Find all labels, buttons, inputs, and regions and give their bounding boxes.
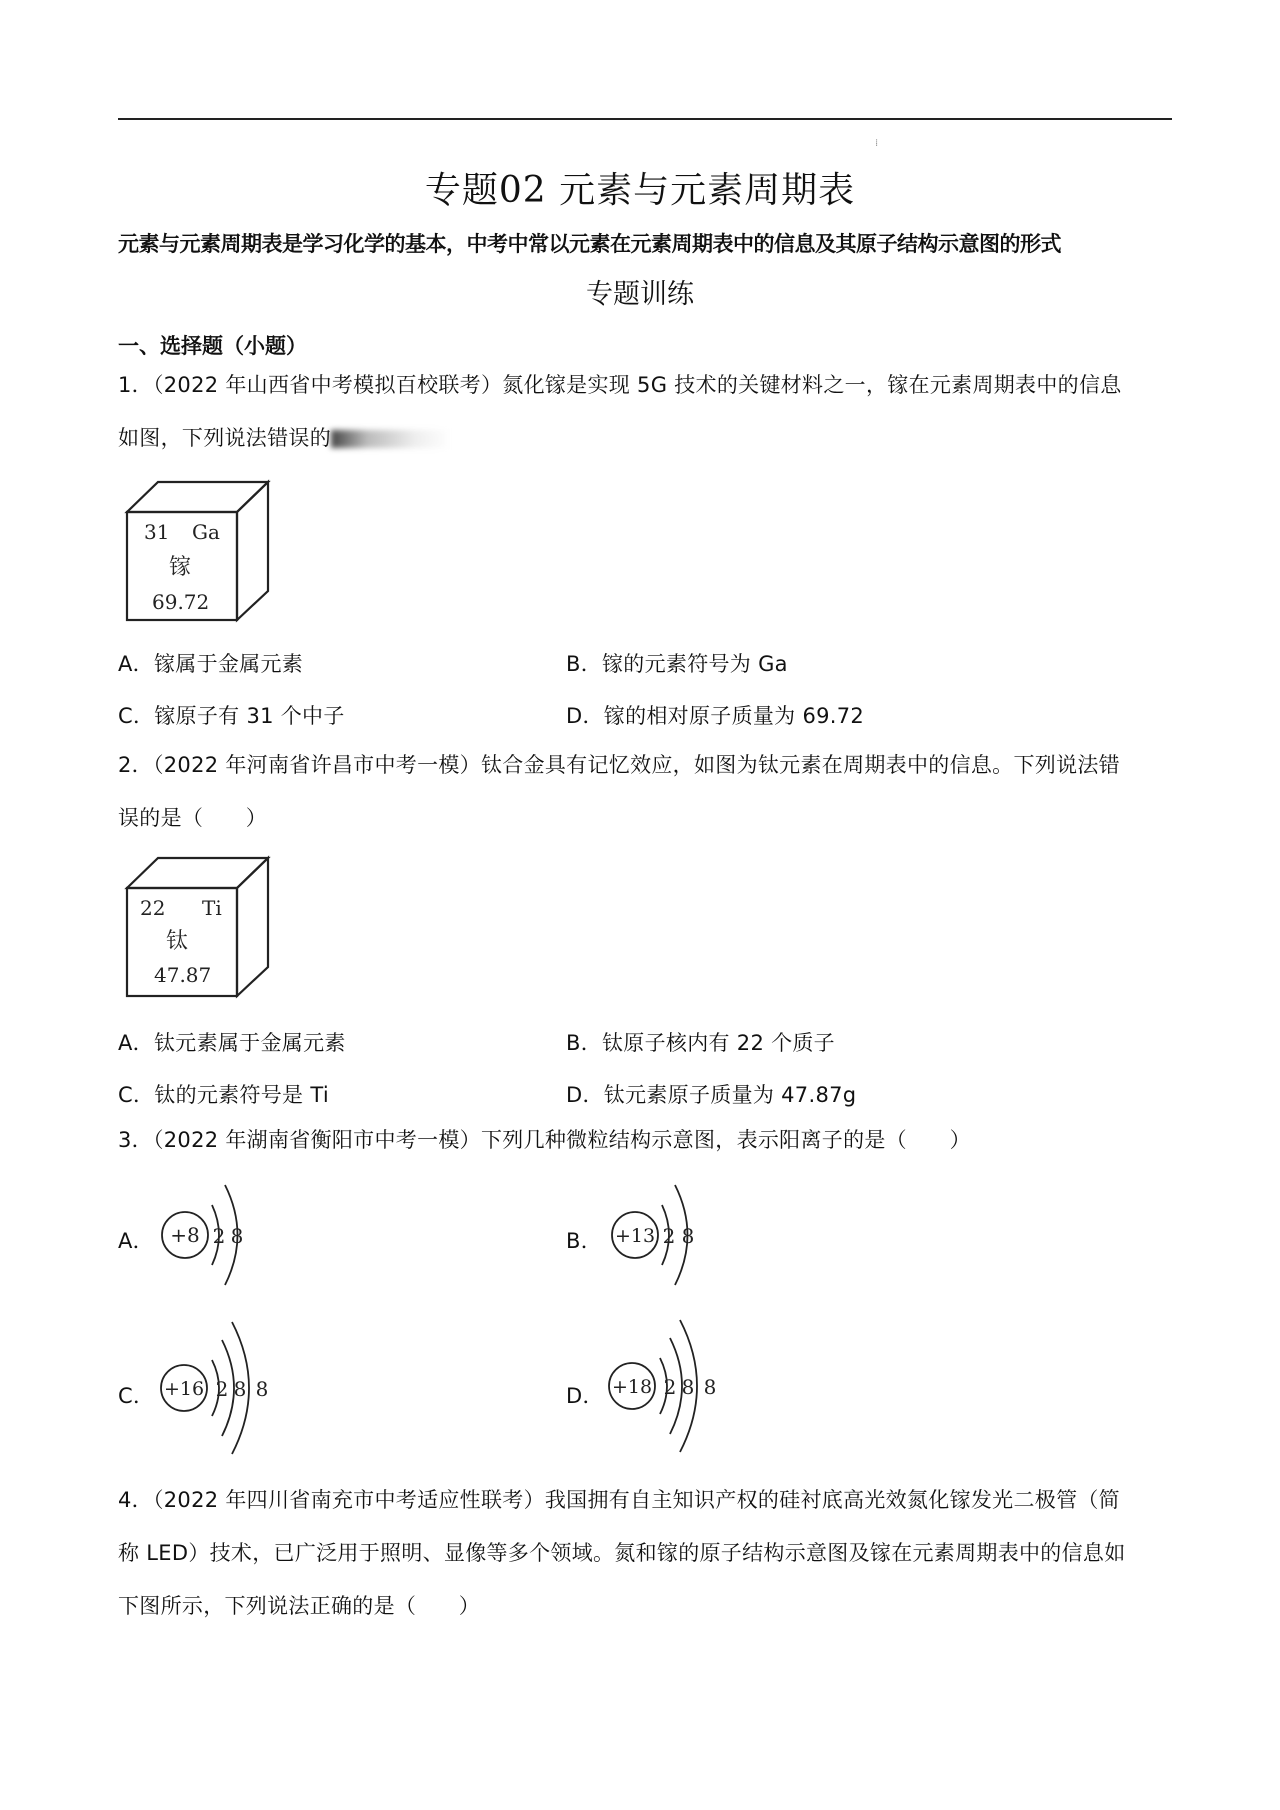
question-4-line-3: 下图所示，下列说法正确的是（ ） — [118, 1594, 481, 1618]
cube-side-face — [237, 858, 268, 996]
shell-1-electrons: 2 — [662, 1224, 676, 1248]
q1-option-a: A．镓属于金属元素 — [118, 652, 304, 676]
element-mass: 69.72 — [152, 590, 210, 614]
q1-option-c: C．镓原子有 31 个中子 — [118, 704, 345, 728]
question-3-line-1: 3．（2022 年湖南省衡阳市中考一模）下列几种微粒结构示意图，表示阳离子的是（ ） — [118, 1128, 971, 1152]
element-cube-ti — [124, 854, 274, 999]
shell-2-electrons: 8 — [230, 1224, 244, 1248]
atom-diagram-c — [156, 1318, 286, 1458]
element-name: 钛 — [166, 929, 189, 954]
q3-option-b-label: B． — [566, 1229, 603, 1253]
nucleus-charge: +13 — [614, 1225, 656, 1247]
shell-2-electrons: 8 — [233, 1377, 247, 1401]
q2-option-a: A．钛元素属于金属元素 — [118, 1031, 346, 1055]
intro-text: 元素与元素周期表是学习化学的基本，中考中常以元素在元素周期表中的信息及其原子结构示意图的形式 — [118, 231, 1061, 256]
element-mass: 47.87 — [154, 963, 212, 987]
atom-diagram-d — [604, 1316, 734, 1456]
question-1 — [118, 359, 1178, 465]
shell-2-electrons: 8 — [681, 1375, 695, 1399]
question-4-line-1: 4．（2022 年四川省南充市中考适应性联考）我国拥有自主知识产权的硅衬底高光效氮化镓发光二极管（简 — [118, 1488, 1120, 1512]
q2-option-b: B．钛原子核内有 22 个质子 — [566, 1031, 835, 1055]
question-2-line-1: 2．（2022 年河南省许昌市中考一模）钛合金具有记忆效应，如图为钛元素在周期表中的信息。下列说法错 — [118, 753, 1120, 777]
question-4 — [118, 1474, 1178, 1633]
margin-mark: ⁞ — [875, 138, 879, 149]
question-3 — [118, 1114, 1178, 1167]
shell-3-electrons: 8 — [703, 1375, 717, 1399]
q3-option-a-label: A． — [118, 1229, 154, 1253]
section-heading: 一、选择题（小题） — [118, 334, 307, 358]
question-1-line-1: 1．（2022 年山西省中考模拟百校联考）氮化镓是实现 5G 技术的关键材料之一，镓在元素周期表中的信息 — [118, 373, 1122, 397]
element-number: 22 — [140, 896, 166, 920]
shell-1-electrons: 2 — [663, 1375, 677, 1399]
q2-option-c: C．钛的元素符号是 Ti — [118, 1083, 329, 1107]
question-1-line-2 — [118, 412, 1178, 465]
shell-1-electrons: 2 — [212, 1224, 226, 1248]
nucleus-charge: +16 — [163, 1378, 205, 1400]
shell-2-electrons: 8 — [681, 1224, 695, 1248]
page-title: 专题02 元素与元素周期表 — [424, 170, 856, 211]
atom-diagram-a — [160, 1180, 270, 1290]
cube-top-face — [127, 858, 268, 888]
header-rule — [118, 118, 1172, 120]
question-4-line-2: 称 LED）技术，已广泛用于照明、显像等多个领域。氮和镓的原子结构示意图及镓在元素周期表中的信息如 — [118, 1541, 1126, 1565]
element-symbol: Ti — [202, 896, 222, 920]
q3-option-d-label: D． — [566, 1384, 604, 1408]
nucleus-charge: +8 — [170, 1223, 200, 1247]
shell-1-electrons: 2 — [215, 1377, 229, 1401]
question-1-line-2-text: 如图，下列说法错误的 — [118, 426, 331, 450]
nucleus-charge: +18 — [611, 1376, 653, 1398]
element-symbol: Ga — [192, 520, 220, 544]
q2-option-d: D．钛元素原子质量为 47.87g — [566, 1083, 857, 1107]
shell-3-electrons: 8 — [255, 1377, 269, 1401]
element-cube-ga — [124, 478, 274, 623]
atom-diagram-b — [608, 1180, 718, 1290]
question-2 — [118, 739, 1178, 845]
q3-option-c-label: C． — [118, 1384, 155, 1408]
page-subtitle: 专题训练 — [586, 279, 694, 310]
element-number: 31 — [144, 520, 170, 544]
question-2-line-2: 误的是（ ） — [118, 806, 268, 830]
element-name: 镓 — [169, 555, 192, 580]
cube-top-face — [127, 482, 268, 512]
blurred-text — [331, 430, 451, 448]
q1-option-d: D．镓的相对原子质量为 69.72 — [566, 704, 865, 728]
cube-side-face — [237, 482, 268, 620]
q1-option-b: B．镓的元素符号为 Ga — [566, 652, 788, 676]
